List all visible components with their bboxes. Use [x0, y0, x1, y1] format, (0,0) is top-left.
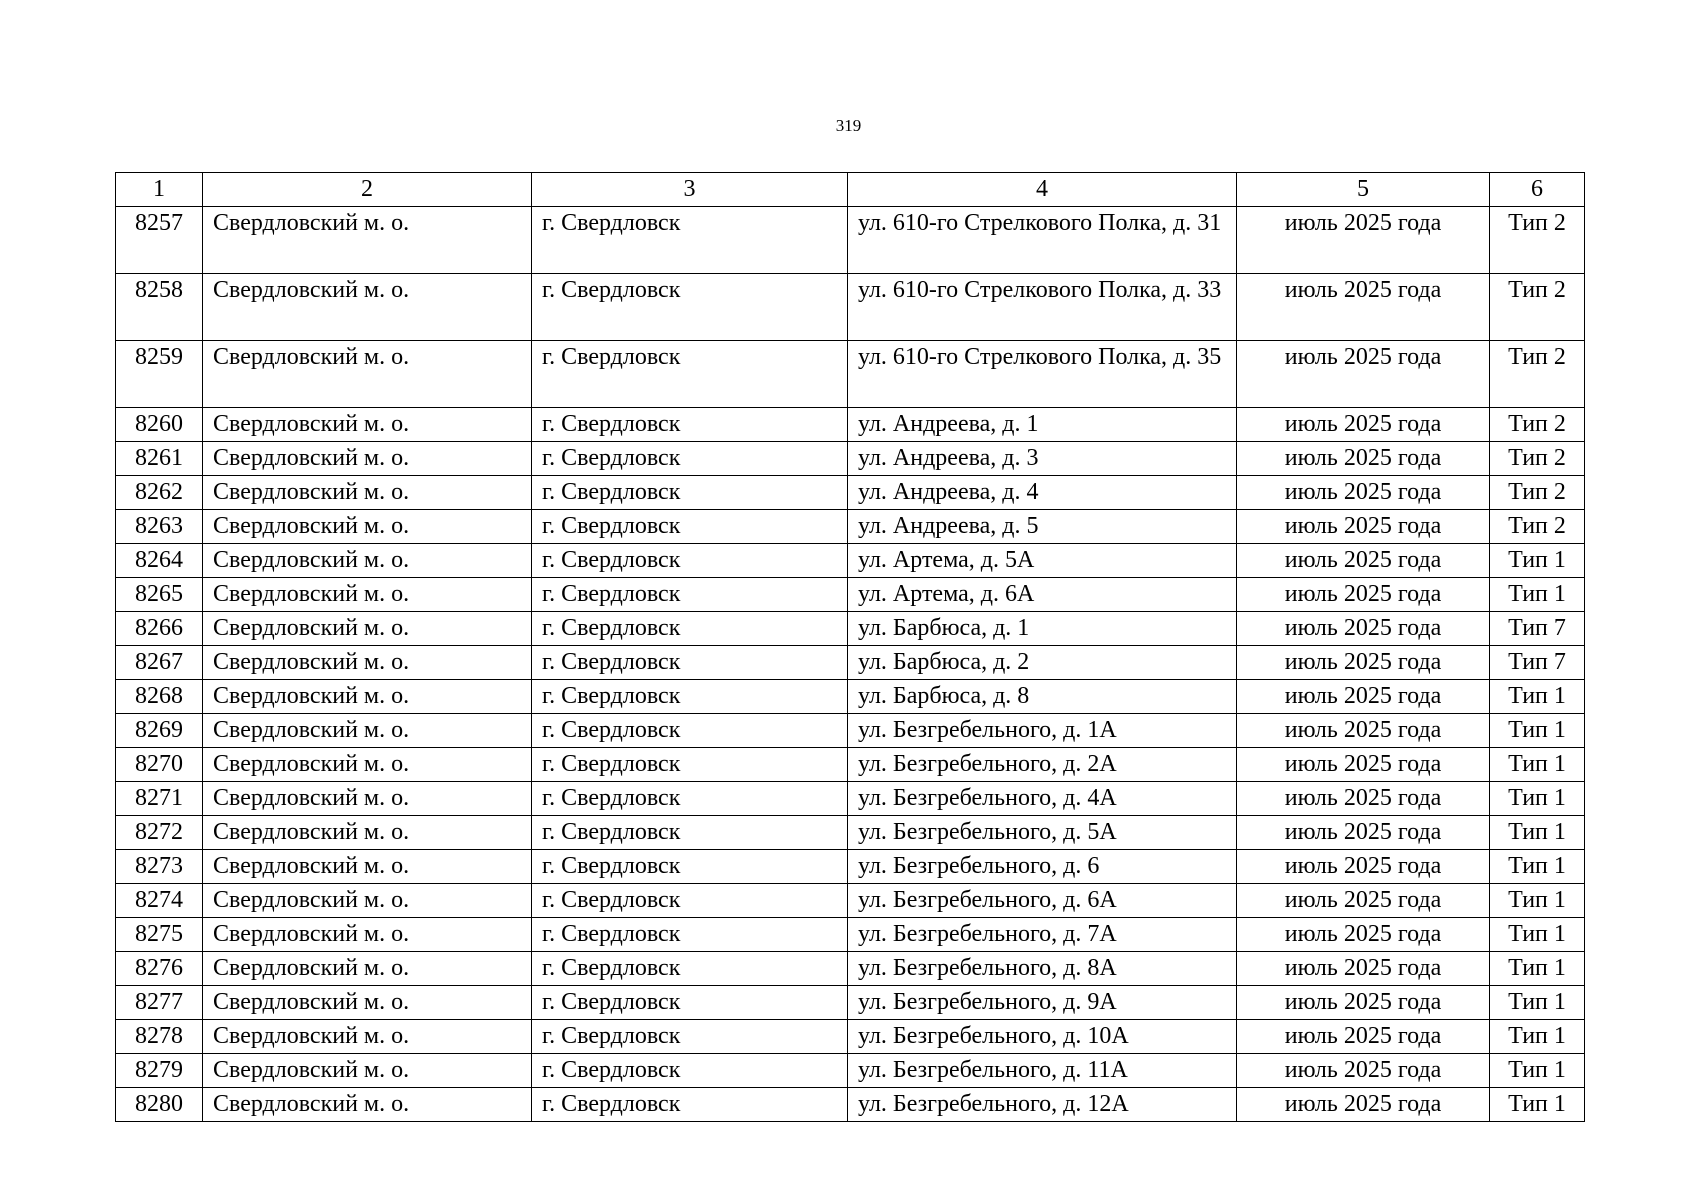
district-cell: Свердловский м. о.: [203, 1088, 532, 1122]
district-cell: Свердловский м. о.: [203, 782, 532, 816]
date-cell: июль 2025 года: [1237, 816, 1490, 850]
row-number: 8257: [116, 207, 203, 274]
district-cell: Свердловский м. о.: [203, 510, 532, 544]
date-cell: июль 2025 года: [1237, 612, 1490, 646]
table-row: [116, 850, 1585, 884]
table-row: [116, 544, 1585, 578]
date-cell: июль 2025 года: [1237, 782, 1490, 816]
table-row: [116, 714, 1585, 748]
column-header-5: 5: [1237, 173, 1490, 207]
district-cell: Свердловский м. о.: [203, 714, 532, 748]
table-row: [116, 612, 1585, 646]
table-row: [116, 748, 1585, 782]
date-cell: июль 2025 года: [1237, 986, 1490, 1020]
address-cell: ул. Безгребельного, д. 2А: [848, 748, 1237, 782]
page-number: 319: [835, 116, 862, 135]
district-cell: Свердловский м. о.: [203, 274, 532, 341]
address-cell: ул. Безгребельного, д. 6А: [848, 884, 1237, 918]
date-cell: июль 2025 года: [1237, 884, 1490, 918]
type-cell: Тип 2: [1490, 274, 1585, 341]
type-cell: Тип 7: [1490, 612, 1585, 646]
date-cell: июль 2025 года: [1237, 1020, 1490, 1054]
city-cell: г. Свердловск: [532, 1020, 848, 1054]
table-row: [116, 476, 1585, 510]
row-number: 8259: [116, 341, 203, 408]
row-number: 8272: [116, 816, 203, 850]
district-cell: Свердловский м. о.: [203, 207, 532, 274]
address-cell: ул. Барбюса, д. 1: [848, 612, 1237, 646]
type-cell: Тип 1: [1490, 1088, 1585, 1122]
row-number: 8271: [116, 782, 203, 816]
city-cell: г. Свердловск: [532, 782, 848, 816]
date-cell: июль 2025 года: [1237, 442, 1490, 476]
district-cell: Свердловский м. о.: [203, 612, 532, 646]
table-row: [116, 510, 1585, 544]
city-cell: г. Свердловск: [532, 544, 848, 578]
table-row: [116, 816, 1585, 850]
city-cell: г. Свердловск: [532, 612, 848, 646]
date-cell: июль 2025 года: [1237, 476, 1490, 510]
type-cell: Тип 1: [1490, 918, 1585, 952]
type-cell: Тип 1: [1490, 748, 1585, 782]
type-cell: Тип 1: [1490, 1020, 1585, 1054]
address-cell: ул. Андреева, д. 5: [848, 510, 1237, 544]
table-row: [116, 274, 1585, 341]
address-cell: ул. Безгребельного, д. 5А: [848, 816, 1237, 850]
table-row: [116, 1088, 1585, 1122]
type-cell: Тип 7: [1490, 646, 1585, 680]
city-cell: г. Свердловск: [532, 680, 848, 714]
district-cell: Свердловский м. о.: [203, 578, 532, 612]
type-cell: Тип 1: [1490, 714, 1585, 748]
district-cell: Свердловский м. о.: [203, 341, 532, 408]
type-cell: Тип 1: [1490, 1054, 1585, 1088]
row-number: 8265: [116, 578, 203, 612]
row-number: 8266: [116, 612, 203, 646]
city-cell: г. Свердловск: [532, 952, 848, 986]
column-header-2: 2: [203, 173, 532, 207]
type-cell: Тип 2: [1490, 341, 1585, 408]
address-cell: ул. Барбюса, д. 2: [848, 646, 1237, 680]
row-number: 8260: [116, 408, 203, 442]
city-cell: г. Свердловск: [532, 714, 848, 748]
date-cell: июль 2025 года: [1237, 1054, 1490, 1088]
address-cell: ул. Андреева, д. 4: [848, 476, 1237, 510]
type-cell: Тип 1: [1490, 952, 1585, 986]
address-cell: ул. Безгребельного, д. 6: [848, 850, 1237, 884]
type-cell: Тип 1: [1490, 578, 1585, 612]
table-row: [116, 1020, 1585, 1054]
date-cell: июль 2025 года: [1237, 714, 1490, 748]
row-number: 8268: [116, 680, 203, 714]
address-cell: ул. 610-го Стрелкового Полка, д. 35: [848, 341, 1237, 408]
row-number: 8273: [116, 850, 203, 884]
table-row: [116, 952, 1585, 986]
table-row: [116, 578, 1585, 612]
city-cell: г. Свердловск: [532, 274, 848, 341]
table-row: [116, 1054, 1585, 1088]
city-cell: г. Свердловск: [532, 748, 848, 782]
district-cell: Свердловский м. о.: [203, 1020, 532, 1054]
row-number: 8269: [116, 714, 203, 748]
district-cell: Свердловский м. о.: [203, 748, 532, 782]
date-cell: июль 2025 года: [1237, 680, 1490, 714]
date-cell: июль 2025 года: [1237, 1088, 1490, 1122]
district-cell: Свердловский м. о.: [203, 952, 532, 986]
address-cell: ул. Безгребельного, д. 9А: [848, 986, 1237, 1020]
district-cell: Свердловский м. о.: [203, 918, 532, 952]
district-cell: Свердловский м. о.: [203, 544, 532, 578]
city-cell: г. Свердловск: [532, 884, 848, 918]
city-cell: г. Свердловск: [532, 341, 848, 408]
table-row: [116, 408, 1585, 442]
address-cell: ул. Андреева, д. 1: [848, 408, 1237, 442]
date-cell: июль 2025 года: [1237, 274, 1490, 341]
row-number: 8275: [116, 918, 203, 952]
district-cell: Свердловский м. о.: [203, 408, 532, 442]
address-cell: ул. Безгребельного, д. 10А: [848, 1020, 1237, 1054]
type-cell: Тип 1: [1490, 986, 1585, 1020]
address-cell: ул. Безгребельного, д. 4А: [848, 782, 1237, 816]
address-cell: ул. Безгребельного, д. 8А: [848, 952, 1237, 986]
row-number: 8279: [116, 1054, 203, 1088]
city-cell: г. Свердловск: [532, 816, 848, 850]
row-number: 8263: [116, 510, 203, 544]
row-number: 8270: [116, 748, 203, 782]
date-cell: июль 2025 года: [1237, 748, 1490, 782]
district-cell: Свердловский м. о.: [203, 680, 532, 714]
row-number: 8267: [116, 646, 203, 680]
address-cell: ул. Барбюса, д. 8: [848, 680, 1237, 714]
date-cell: июль 2025 года: [1237, 207, 1490, 274]
address-cell: ул. Безгребельного, д. 7А: [848, 918, 1237, 952]
city-cell: г. Свердловск: [532, 986, 848, 1020]
column-header-4: 4: [848, 173, 1237, 207]
row-number: 8277: [116, 986, 203, 1020]
row-number: 8258: [116, 274, 203, 341]
type-cell: Тип 2: [1490, 476, 1585, 510]
district-cell: Свердловский м. о.: [203, 442, 532, 476]
city-cell: г. Свердловск: [532, 850, 848, 884]
city-cell: г. Свердловск: [532, 207, 848, 274]
date-cell: июль 2025 года: [1237, 408, 1490, 442]
table-row: [116, 986, 1585, 1020]
table-row: [116, 918, 1585, 952]
date-cell: июль 2025 года: [1237, 578, 1490, 612]
type-cell: Тип 2: [1490, 510, 1585, 544]
address-cell: ул. Артема, д. 6А: [848, 578, 1237, 612]
address-cell: ул. 610-го Стрелкового Полка, д. 33: [848, 274, 1237, 341]
city-cell: г. Свердловск: [532, 408, 848, 442]
city-cell: г. Свердловск: [532, 1054, 848, 1088]
table-row: [116, 341, 1585, 408]
district-cell: Свердловский м. о.: [203, 816, 532, 850]
type-cell: Тип 2: [1490, 442, 1585, 476]
district-cell: Свердловский м. о.: [203, 476, 532, 510]
row-number: 8276: [116, 952, 203, 986]
address-cell: ул. Безгребельного, д. 11А: [848, 1054, 1237, 1088]
city-cell: г. Свердловск: [532, 510, 848, 544]
row-number: 8278: [116, 1020, 203, 1054]
type-cell: Тип 1: [1490, 884, 1585, 918]
district-cell: Свердловский м. о.: [203, 884, 532, 918]
table-body: [116, 207, 1585, 1122]
registry-table: [115, 172, 1585, 1122]
type-cell: Тип 1: [1490, 850, 1585, 884]
city-cell: г. Свердловск: [532, 442, 848, 476]
date-cell: июль 2025 года: [1237, 544, 1490, 578]
city-cell: г. Свердловск: [532, 578, 848, 612]
type-cell: Тип 2: [1490, 408, 1585, 442]
table-row: [116, 884, 1585, 918]
type-cell: Тип 1: [1490, 544, 1585, 578]
address-cell: ул. 610-го Стрелкового Полка, д. 31: [848, 207, 1237, 274]
table-header: [116, 173, 1585, 207]
header-row: [116, 173, 1585, 207]
type-cell: Тип 1: [1490, 680, 1585, 714]
row-number: 8274: [116, 884, 203, 918]
address-cell: ул. Андреева, д. 3: [848, 442, 1237, 476]
date-cell: июль 2025 года: [1237, 850, 1490, 884]
district-cell: Свердловский м. о.: [203, 1054, 532, 1088]
column-header-6: 6: [1490, 173, 1585, 207]
type-cell: Тип 2: [1490, 207, 1585, 274]
district-cell: Свердловский м. о.: [203, 646, 532, 680]
city-cell: г. Свердловск: [532, 1088, 848, 1122]
address-cell: ул. Безгребельного, д. 1А: [848, 714, 1237, 748]
date-cell: июль 2025 года: [1237, 341, 1490, 408]
column-header-1: 1: [116, 173, 203, 207]
table-row: [116, 680, 1585, 714]
row-number: 8264: [116, 544, 203, 578]
row-number: 8280: [116, 1088, 203, 1122]
date-cell: июль 2025 года: [1237, 952, 1490, 986]
district-cell: Свердловский м. о.: [203, 850, 532, 884]
column-header-3: 3: [532, 173, 848, 207]
row-number: 8262: [116, 476, 203, 510]
type-cell: Тип 1: [1490, 782, 1585, 816]
district-cell: Свердловский м. о.: [203, 986, 532, 1020]
table-row: [116, 207, 1585, 274]
table-row: [116, 782, 1585, 816]
row-number: 8261: [116, 442, 203, 476]
date-cell: июль 2025 года: [1237, 646, 1490, 680]
type-cell: Тип 1: [1490, 816, 1585, 850]
address-cell: ул. Артема, д. 5А: [848, 544, 1237, 578]
address-cell: ул. Безгребельного, д. 12А: [848, 1088, 1237, 1122]
city-cell: г. Свердловск: [532, 476, 848, 510]
table-row: [116, 646, 1585, 680]
city-cell: г. Свердловск: [532, 918, 848, 952]
city-cell: г. Свердловск: [532, 646, 848, 680]
table-row: [116, 442, 1585, 476]
date-cell: июль 2025 года: [1237, 510, 1490, 544]
date-cell: июль 2025 года: [1237, 918, 1490, 952]
